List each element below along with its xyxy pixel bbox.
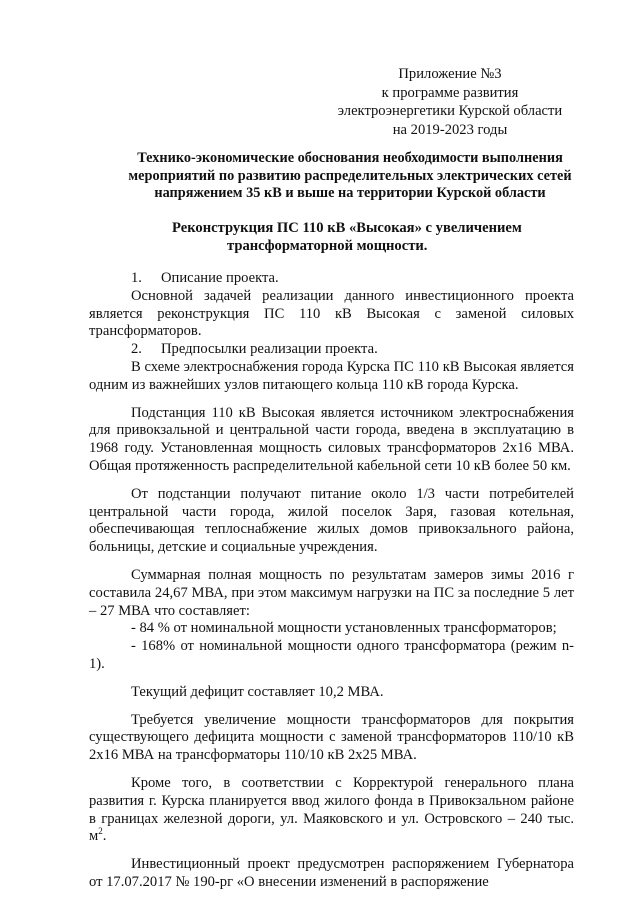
paragraph: Основной задачей реализации данного инвестиционного проекта является реконструкция ПС 110 кВ Высокая с заменой силовых трансформаторов. — [89, 287, 574, 340]
section-heading — [89, 341, 574, 359]
appendix-line: электроэнергетики Курской области — [337, 103, 563, 120]
paragraph: Требуется увеличение мощности трансформаторов для покрытия существующего дефицита мощности с заменой трансформаторов 110/10 кВ 2х16 МВА на трансформаторы 110/10 кВ 2х25 МВА. — [89, 711, 574, 764]
appendix-line: Приложение №3 — [398, 66, 502, 82]
section-heading — [89, 270, 574, 288]
paragraph: От подстанции получают питание около 1/3 части потребителей центральной части города, жилой поселок Заря, газовая котельная, обеспечивающая теплоснабжение жилых домов привокзального района, больницы, детские и социальные учреждения. — [89, 485, 574, 556]
appendix-header — [330, 65, 570, 139]
list-item: - 168% от номинальной мощности одного трансформатора (режим n-1). — [89, 638, 574, 672]
document-title — [80, 150, 620, 203]
paragraph: Текущий дефицит составляет 10,2 МВА. — [131, 683, 384, 700]
project-title-line: Реконструкция ПС 110 кВ «Высокая» с увеличением — [172, 220, 522, 236]
title-line: мероприятий по развитию распределительных электрических сетей — [128, 167, 572, 184]
paragraph: Подстанция 110 кВ Высокая является источником электроснабжения для привокзальной и центральной части города, введена в эксплуатацию в 1968 году. Установленная мощность силовых трансформаторов 2х16 МВА. Общая протяженность распределительной кабельной сети 10 кВ более 50 км. — [89, 404, 574, 474]
section-number: 1. — [131, 270, 142, 286]
title-line: Технико-экономические обоснования необходимости выполнения — [137, 150, 563, 166]
paragraph-text: Кроме того, в соответствии с Корректурой генерального плана развития г. Курска планируется ввод жилого фонда в Привокзальном районе в границах железной дороги, ул. Маяковского и ул. Островского – 240 тыс. м — [89, 774, 574, 845]
project-title-line: трансформаторной мощности. — [227, 238, 428, 254]
paragraph: В схеме электроснабжения города Курска ПС 110 кВ Высокая является одним из важнейших узлов питающего кольца 110 кВ города Курска. — [89, 358, 574, 393]
section-title: Предпосылки реализации проекта. — [161, 341, 378, 358]
paragraph — [89, 775, 574, 846]
project-title — [80, 219, 640, 255]
document-body — [89, 270, 574, 892]
appendix-line: к программе развития — [381, 84, 519, 101]
list-item: - 84 % от номинальной мощности установленных трансформаторов; — [131, 620, 557, 637]
section-number: 2. — [131, 341, 142, 358]
paragraph-end: . — [102, 828, 107, 845]
title-line: напряжением 35 кВ и выше на территории Курской области — [154, 185, 546, 202]
appendix-line: на 2019-2023 годы — [392, 121, 508, 138]
paragraph: Инвестиционный проект предусмотрен распоряжением Губернатора от 17.07.2017 № 190-рг «О внесении изменений в распоряжение — [89, 856, 574, 890]
superscript: 2 — [98, 826, 103, 837]
paragraph: Суммарная полная мощность по результатам замеров зимы 2016 г составила 24,67 МВА, при этом максимум нагрузки на ПС за последние 5 лет – 27 МВА что составляет: — [89, 566, 574, 619]
section-title: Описание проекта. — [161, 270, 279, 286]
